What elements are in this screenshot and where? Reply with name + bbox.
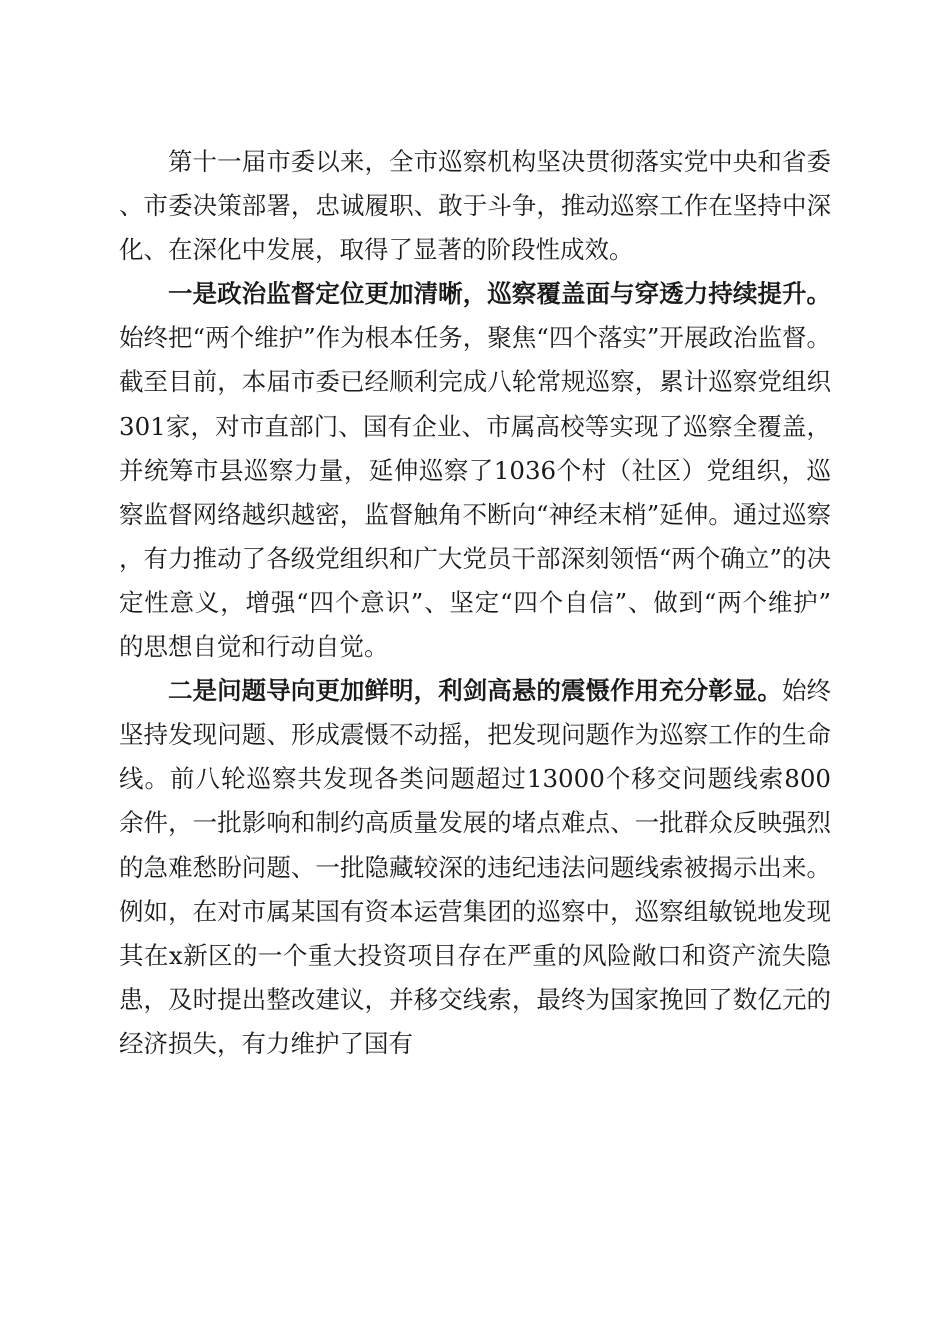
paragraph-political-supervision-body: 始终把“两个维护”作为根本任务，聚焦“四个落实”开展政治监督。截至目前，本届市委已经顺利完成八轮常规巡察，累计巡察党组织301家，对市直部门、国有企业、市属高校等实现了巡察全覆盖，并统筹市县巡察力量，延伸巡察了1036个村（社区）党组织，巡察监督网络越织越密，监督触角不断向“神经末梢”延伸。通过巡察，有力推动了各级党组织和广大党员干部深刻领悟“两个确立”的决定性意义，增强“四个意识”、坚定“四个自信”、做到“两个维护”的思想自觉和行动自觉。	[119, 323, 831, 662]
paragraph-political-supervision-heading: 一是政治监督定位更加清晰，巡察覆盖面与穿透力持续提升。	[168, 279, 831, 309]
paragraph-problem-orientation	[119, 669, 831, 1066]
paragraph-intro-body: 第十一届市委以来，全市巡察机构坚决贯彻落实党中央和省委、市委决策部署，忠诚履职、敢于斗争，推动巡察工作在坚持中深化、在深化中发展，取得了显著的阶段性成效。	[119, 147, 831, 265]
paragraph-problem-orientation-heading: 二是问题导向更加鲜明，利剑高悬的震慑作用充分彰显。	[168, 676, 782, 706]
paragraph-political-supervision	[119, 272, 831, 669]
document-page	[119, 140, 831, 1066]
paragraph-intro	[119, 140, 831, 272]
paragraph-problem-orientation-body: 始终坚持发现问题、形成震慑不动摇，把发现问题作为巡察工作的生命线。前八轮巡察共发现各类问题超过13000个移交问题线索800余件，一批影响和制约高质量发展的堵点难点、一批群众反映强烈的急难愁盼问题、一批隐藏较深的违纪违法问题线索被揭示出来。例如，在对市属某国有资本运营集团的巡察中，巡察组敏锐地发现其在x新区的一个重大投资项目存在严重的风险敞口和资产流失隐患，及时提出整改建议，并移交线索，最终为国家挽回了数亿元的经济损失，有力维护了国有	[119, 676, 832, 1058]
